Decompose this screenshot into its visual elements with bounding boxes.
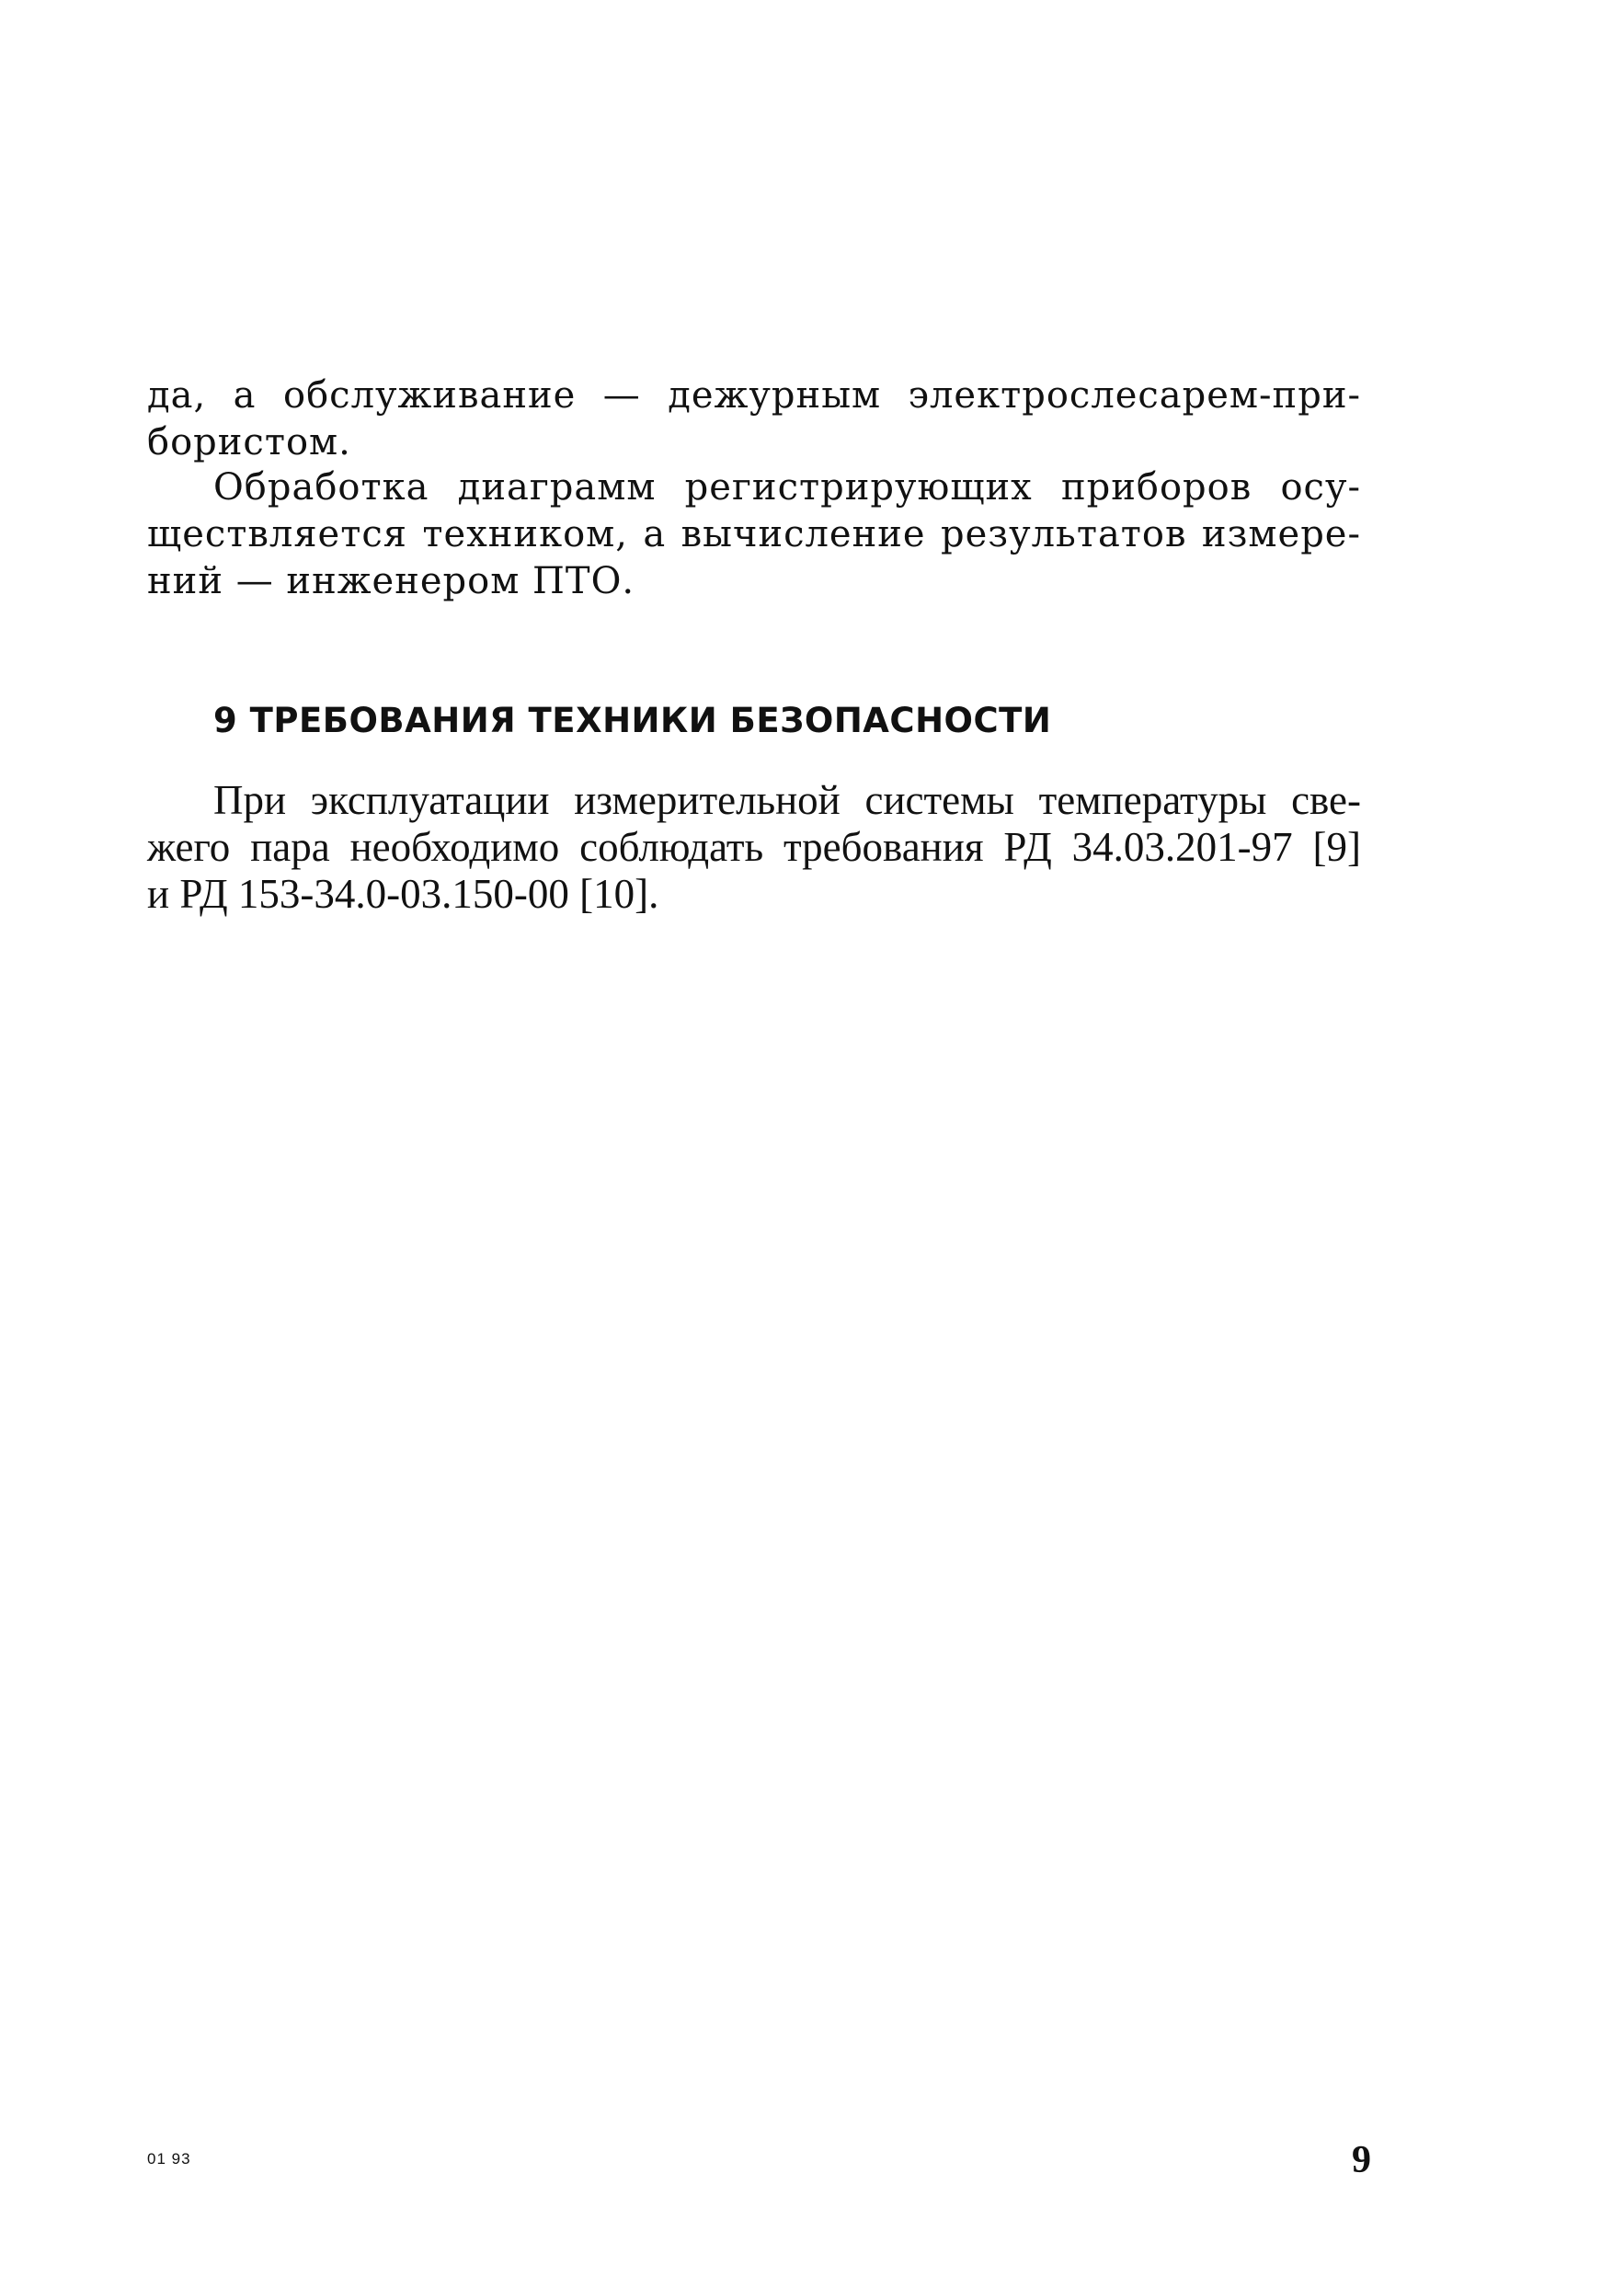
paragraph-line: бористом. (147, 421, 351, 463)
paragraph-line: и РД 153-34.0-03.150-00 [10]. (147, 871, 659, 917)
paragraph-line: При эксплуатации измерительной системы температуры све- (213, 777, 1361, 823)
paragraph-line: Обработка диаграмм регистрирующих приборов осу- (213, 466, 1361, 509)
paragraph-line: жего пара необходимо соблюдать требования РД 34.03.201-97 [9] (147, 824, 1361, 870)
paragraph-continued (147, 372, 1361, 466)
paragraph-processing (147, 464, 1361, 605)
footer-code: 01 93 (147, 2150, 191, 2168)
paragraph-line: ний — инженером ПТО. (147, 560, 635, 602)
section-9-paragraph (147, 777, 1361, 918)
section-heading: 9 ТРЕБОВАНИЯ ТЕХНИКИ БЕЗОПАСНОСТИ (213, 701, 1052, 740)
paragraph-line: да, а обслуживание — дежурным электрослесарем-при- (147, 374, 1361, 417)
page-number: 9 (1352, 2139, 1371, 2181)
paragraph-line: ществляется техником, а вычисление результатов измере- (147, 513, 1361, 555)
